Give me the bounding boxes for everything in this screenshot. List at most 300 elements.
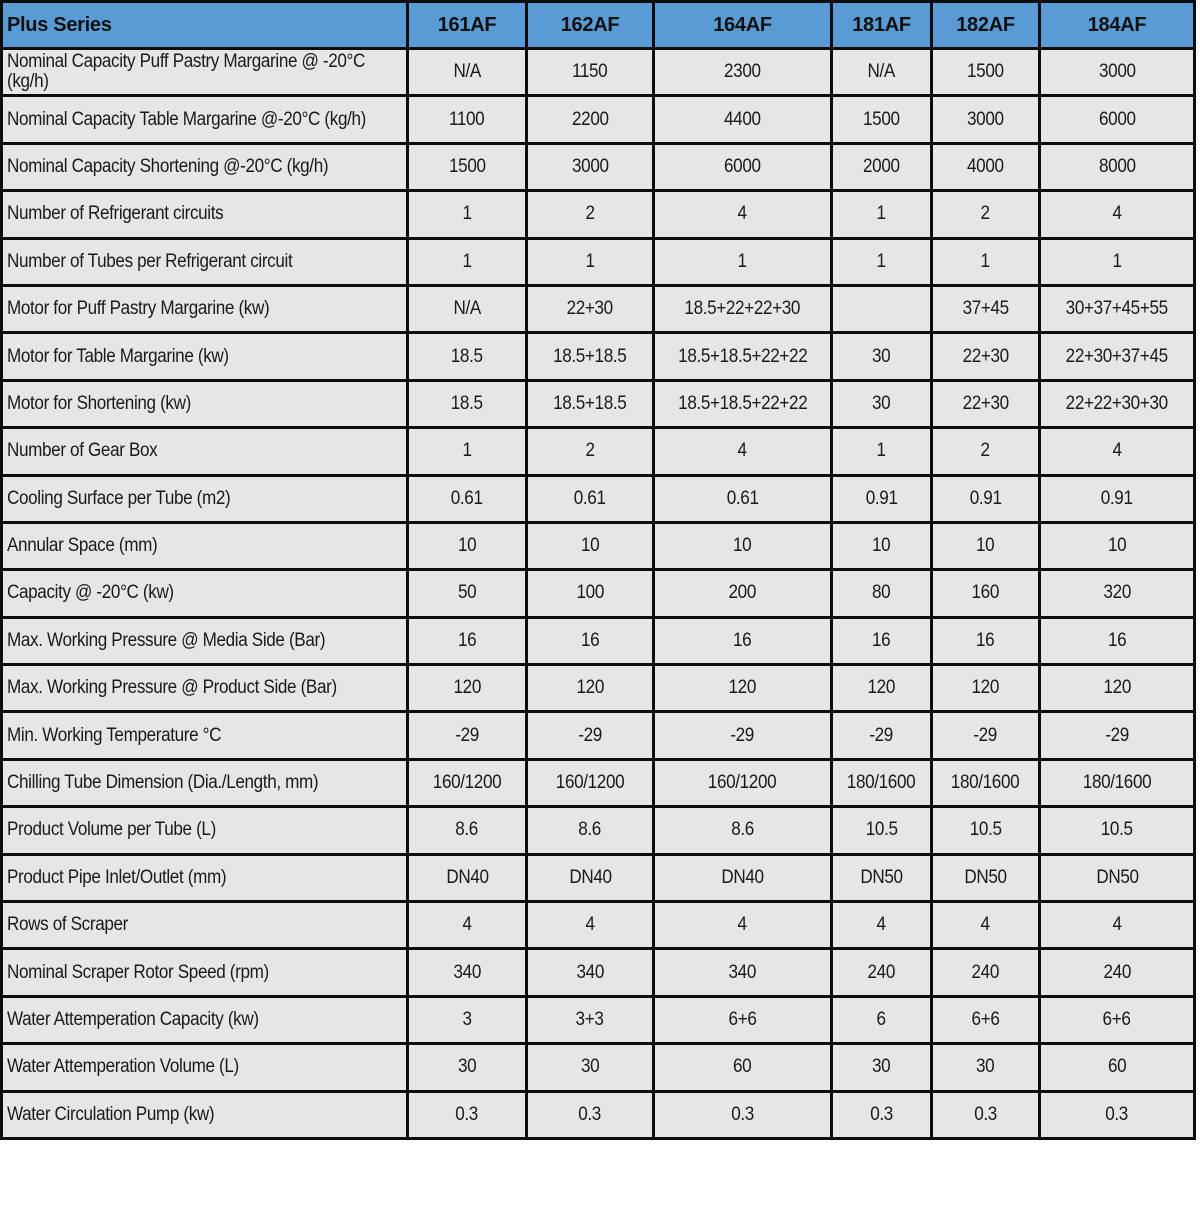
cell-value: 200 — [728, 582, 757, 604]
value-cell-162af — [527, 238, 654, 285]
value-cell-161af — [408, 759, 527, 806]
cell-value: 18.5+18.5+22+22 — [677, 345, 808, 367]
cell-value: 1 — [980, 250, 991, 272]
value-cell-184af — [1040, 333, 1195, 380]
row-label: Min. Working Temperature °C — [7, 724, 222, 746]
row-label: Motor for Shortening (kw) — [7, 392, 191, 414]
row-label: Water Circulation Pump (kw) — [7, 1103, 215, 1125]
value-cell-182af — [932, 475, 1040, 522]
cell-value: 10 — [457, 535, 477, 557]
cell-value: 16 — [872, 629, 891, 651]
cell-value: 1 — [462, 250, 472, 272]
value-cell-181af — [832, 238, 932, 285]
table-row — [2, 807, 1195, 854]
cell-value: 340 — [576, 961, 604, 983]
cell-value: 1 — [1112, 250, 1122, 272]
value-cell-164af — [654, 712, 832, 759]
cell-value: 120 — [576, 677, 604, 699]
value-cell-182af — [932, 759, 1040, 806]
cell-value: 22+30+37+45 — [1065, 345, 1169, 367]
cell-value: 1 — [876, 440, 887, 462]
row-label: Annular Space (mm) — [7, 535, 158, 557]
cell-value: 37+45 — [962, 298, 1009, 320]
value-cell-184af — [1040, 1044, 1195, 1091]
value-cell-184af — [1040, 428, 1195, 475]
value-cell-181af — [832, 143, 932, 190]
value-cell-162af — [527, 285, 654, 332]
value-cell-181af — [832, 665, 932, 712]
value-cell-184af — [1040, 191, 1195, 238]
cell-value: 6+6 — [971, 1009, 1000, 1030]
cell-value: 1 — [876, 250, 887, 272]
value-cell-162af — [527, 949, 654, 996]
cell-value: 120 — [867, 677, 896, 699]
value-cell-161af — [408, 949, 527, 996]
value-cell-184af — [1040, 996, 1195, 1043]
cell-value: 8.6 — [731, 819, 754, 841]
value-cell-161af — [408, 475, 527, 522]
row-label: Max. Working Pressure @ Product Side (Bar) — [7, 677, 337, 699]
row-label: Cooling Surface per Tube (m2) — [7, 487, 231, 509]
value-cell-164af — [654, 759, 832, 806]
table-row — [2, 380, 1195, 427]
cell-value: 0.91 — [1101, 487, 1133, 509]
cell-value: 4 — [585, 914, 595, 936]
value-cell-184af — [1040, 380, 1195, 427]
row-label-cell — [2, 759, 408, 806]
value-cell-161af — [408, 996, 527, 1043]
row-label: Product Volume per Tube (L) — [7, 819, 216, 841]
value-cell-182af — [932, 665, 1040, 712]
value-cell-164af — [654, 522, 832, 569]
value-cell-164af — [654, 380, 832, 427]
table-header — [2, 2, 1195, 49]
cell-value: 22+30 — [962, 345, 1009, 367]
value-cell-182af — [932, 380, 1040, 427]
value-cell-161af — [408, 712, 527, 759]
cell-value: 10 — [580, 535, 600, 557]
value-cell-164af — [654, 570, 832, 617]
cell-value: 0.3 — [455, 1103, 479, 1125]
value-cell-181af — [832, 759, 932, 806]
cell-value: 120 — [971, 677, 1000, 699]
row-label-cell — [2, 143, 408, 190]
value-cell-181af — [832, 96, 932, 143]
row-label-cell — [2, 96, 408, 143]
table-row — [2, 617, 1195, 664]
table-row — [2, 96, 1195, 143]
row-label-cell — [2, 1044, 408, 1091]
value-cell-184af — [1040, 96, 1195, 143]
value-cell-162af — [527, 617, 654, 664]
cell-value: 6000 — [724, 155, 761, 177]
cell-value: 18.5+18.5+22+22 — [677, 392, 808, 414]
value-cell-184af — [1040, 902, 1195, 949]
value-cell-162af — [527, 570, 654, 617]
value-cell-164af — [654, 475, 832, 522]
cell-value: 30 — [580, 1056, 600, 1078]
cell-value: 4 — [1112, 440, 1122, 462]
value-cell-182af — [932, 712, 1040, 759]
cell-value: 2300 — [724, 61, 761, 83]
cell-value: 160 — [971, 582, 1000, 604]
cell-value: DN40 — [721, 866, 764, 888]
cell-value: N/A — [453, 298, 481, 320]
cell-value: 30 — [872, 1056, 891, 1078]
cell-value: -29 — [1105, 724, 1129, 746]
value-cell-181af — [832, 854, 932, 901]
cell-value: 6+6 — [1103, 1009, 1131, 1030]
header-model-181af: 181AF — [832, 2, 932, 49]
table-row — [2, 996, 1195, 1043]
value-cell-164af — [654, 902, 832, 949]
cell-value: 160/1200 — [432, 772, 502, 794]
value-cell-184af — [1040, 285, 1195, 332]
row-label: Motor for Puff Pastry Margarine (kw) — [7, 298, 270, 320]
cell-value: 80 — [872, 582, 891, 604]
value-cell-161af — [408, 49, 527, 96]
value-cell-164af — [654, 191, 832, 238]
value-cell-161af — [408, 428, 527, 475]
value-cell-181af — [832, 333, 932, 380]
table-row — [2, 1091, 1195, 1138]
value-cell-161af — [408, 1044, 527, 1091]
cell-value: 30 — [872, 392, 891, 414]
value-cell-182af — [932, 854, 1040, 901]
cell-value: -29 — [578, 724, 602, 746]
row-label-cell — [2, 902, 408, 949]
table-row — [2, 1044, 1195, 1091]
cell-value: 10 — [1107, 535, 1127, 557]
cell-value: 18.5 — [451, 392, 483, 414]
cell-value: 60 — [733, 1056, 752, 1078]
row-label: Nominal Capacity Puff Pastry Margarine @ -20°C (kg/h) — [7, 51, 366, 93]
cell-value: 4 — [737, 440, 748, 462]
cell-value: 1500 — [967, 61, 1004, 83]
value-cell-182af — [932, 949, 1040, 996]
cell-value: 0.3 — [1105, 1103, 1129, 1125]
cell-value: 30 — [457, 1056, 477, 1078]
value-cell-162af — [527, 996, 654, 1043]
value-cell-164af — [654, 854, 832, 901]
row-label: Rows of Scraper — [7, 914, 129, 936]
value-cell-181af — [832, 475, 932, 522]
cell-value: 240 — [1103, 961, 1131, 983]
cell-value: DN40 — [568, 866, 612, 888]
value-cell-184af — [1040, 143, 1195, 190]
cell-value: 120 — [728, 677, 757, 699]
value-cell-181af — [832, 996, 932, 1043]
cell-value: 2 — [585, 203, 595, 225]
cell-value: 18.5+22+22+30 — [684, 298, 801, 320]
value-cell-164af — [654, 617, 832, 664]
table-row — [2, 191, 1195, 238]
value-cell-164af — [654, 949, 832, 996]
row-label-cell — [2, 665, 408, 712]
value-cell-184af — [1040, 807, 1195, 854]
cell-value: 3000 — [1098, 61, 1136, 83]
value-cell-184af — [1040, 570, 1195, 617]
cell-value: 16 — [1107, 629, 1127, 651]
value-cell-184af — [1040, 475, 1195, 522]
value-cell-164af — [654, 807, 832, 854]
value-cell-162af — [527, 665, 654, 712]
row-label-cell — [2, 333, 408, 380]
cell-value: 60 — [1107, 1056, 1127, 1078]
cell-value: 8.6 — [578, 819, 602, 841]
row-label: Product Pipe Inlet/Outlet (mm) — [7, 866, 227, 888]
cell-value: 4 — [980, 914, 991, 936]
row-label-cell — [2, 570, 408, 617]
value-cell-161af — [408, 854, 527, 901]
value-cell-162af — [527, 380, 654, 427]
table-row — [2, 902, 1195, 949]
value-cell-182af — [932, 49, 1040, 96]
cell-value: 180/1600 — [1082, 772, 1152, 794]
value-cell-182af — [932, 285, 1040, 332]
value-cell-164af — [654, 428, 832, 475]
cell-value: 1500 — [448, 155, 486, 177]
value-cell-162af — [527, 143, 654, 190]
value-cell-181af — [832, 617, 932, 664]
value-cell-162af — [527, 1044, 654, 1091]
value-cell-162af — [527, 522, 654, 569]
cell-value: 3000 — [967, 108, 1004, 130]
value-cell-182af — [932, 191, 1040, 238]
header-model-164af: 164AF — [654, 2, 832, 49]
cell-value: 10.5 — [865, 819, 898, 841]
cell-value: 1 — [585, 250, 595, 272]
value-cell-161af — [408, 807, 527, 854]
cell-value: 6 — [876, 1009, 887, 1030]
table-row — [2, 428, 1195, 475]
value-cell-184af — [1040, 522, 1195, 569]
cell-value: 30 — [872, 345, 891, 367]
value-cell-184af — [1040, 49, 1195, 96]
cell-value: 2 — [980, 203, 991, 225]
value-cell-161af — [408, 285, 527, 332]
value-cell-182af — [932, 96, 1040, 143]
cell-value: 10.5 — [1101, 819, 1133, 841]
cell-value: 320 — [1103, 582, 1131, 604]
cell-value: 1150 — [572, 61, 608, 83]
cell-value: 16 — [457, 629, 477, 651]
cell-value: 4 — [462, 914, 472, 936]
row-label-cell — [2, 807, 408, 854]
row-label-cell — [2, 522, 408, 569]
cell-value: 10.5 — [969, 819, 1002, 841]
value-cell-184af — [1040, 854, 1195, 901]
cell-value: 0.3 — [731, 1103, 754, 1125]
cell-value: N/A — [867, 61, 896, 83]
table-row — [2, 570, 1195, 617]
value-cell-181af — [832, 1044, 932, 1091]
value-cell-182af — [932, 1044, 1040, 1091]
value-cell-182af — [932, 333, 1040, 380]
row-label: Nominal Scraper Rotor Speed (rpm) — [7, 961, 269, 983]
value-cell-161af — [408, 333, 527, 380]
value-cell-184af — [1040, 665, 1195, 712]
value-cell-162af — [527, 712, 654, 759]
row-label-cell — [2, 428, 408, 475]
value-cell-164af — [654, 96, 832, 143]
row-label: Nominal Capacity Table Margarine @-20°C (kg/h) — [7, 108, 366, 130]
value-cell-184af — [1040, 949, 1195, 996]
value-cell-182af — [932, 1091, 1040, 1138]
table-row — [2, 712, 1195, 759]
value-cell-161af — [408, 143, 527, 190]
row-label: Motor for Table Margarine (kw) — [7, 345, 229, 367]
value-cell-162af — [527, 807, 654, 854]
cell-value: 0.3 — [974, 1103, 997, 1125]
value-cell-164af — [654, 1091, 832, 1138]
cell-value: 22+22+30+30 — [1065, 392, 1169, 414]
value-cell-181af — [832, 949, 932, 996]
value-cell-164af — [654, 996, 832, 1043]
value-cell-164af — [654, 143, 832, 190]
cell-value: 4 — [737, 203, 748, 225]
value-cell-181af — [832, 428, 932, 475]
table-row — [2, 238, 1195, 285]
value-cell-162af — [527, 1091, 654, 1138]
value-cell-164af — [654, 238, 832, 285]
cell-value: 0.61 — [726, 487, 759, 509]
cell-value: -29 — [455, 724, 479, 746]
cell-value: DN50 — [860, 866, 903, 888]
row-label-cell — [2, 712, 408, 759]
cell-value: 120 — [453, 677, 481, 699]
cell-value: -29 — [869, 724, 894, 746]
value-cell-162af — [527, 759, 654, 806]
value-cell-161af — [408, 380, 527, 427]
cell-value: 10 — [976, 535, 995, 557]
value-cell-182af — [932, 238, 1040, 285]
value-cell-164af — [654, 333, 832, 380]
cell-value: -29 — [730, 724, 755, 746]
cell-value: 4 — [737, 914, 748, 936]
table-body — [2, 49, 1195, 1139]
value-cell-161af — [408, 1091, 527, 1138]
value-cell-181af — [832, 712, 932, 759]
cell-value: 4 — [876, 914, 887, 936]
cell-value: 180/1600 — [951, 772, 1020, 794]
table-row — [2, 475, 1195, 522]
value-cell-182af — [932, 902, 1040, 949]
cell-value: 0.3 — [870, 1103, 893, 1125]
cell-value: 1100 — [449, 108, 485, 130]
cell-value: 30+37+45+55 — [1065, 298, 1169, 320]
cell-value: 0.3 — [578, 1103, 602, 1125]
row-label-cell — [2, 191, 408, 238]
cell-value: 2200 — [571, 108, 609, 130]
value-cell-182af — [932, 617, 1040, 664]
cell-value: 4 — [1112, 914, 1122, 936]
cell-value: 100 — [576, 582, 604, 604]
value-cell-161af — [408, 191, 527, 238]
cell-value: 1500 — [863, 108, 900, 130]
value-cell-181af — [832, 191, 932, 238]
cell-value: 340 — [453, 961, 481, 983]
value-cell-164af — [654, 1044, 832, 1091]
cell-value: 340 — [728, 961, 757, 983]
cell-value: 3 — [462, 1009, 472, 1030]
header-model-162af: 162AF — [527, 2, 654, 49]
header-model-184af: 184AF — [1040, 2, 1195, 49]
row-label-cell — [2, 949, 408, 996]
value-cell-184af — [1040, 617, 1195, 664]
value-cell-162af — [527, 49, 654, 96]
value-cell-162af — [527, 902, 654, 949]
cell-value: 16 — [580, 629, 600, 651]
value-cell-161af — [408, 522, 527, 569]
value-cell-182af — [932, 570, 1040, 617]
cell-value: 0.91 — [969, 487, 1002, 509]
value-cell-161af — [408, 570, 527, 617]
value-cell-161af — [408, 902, 527, 949]
row-label: Number of Refrigerant circuits — [7, 203, 224, 225]
row-label-cell — [2, 380, 408, 427]
cell-value: 16 — [976, 629, 995, 651]
cell-value: 10 — [872, 535, 891, 557]
cell-value: 1 — [462, 440, 472, 462]
row-label-cell — [2, 854, 408, 901]
cell-value: 120 — [1103, 677, 1131, 699]
value-cell-184af — [1040, 759, 1195, 806]
cell-value: 160/1200 — [555, 772, 625, 794]
value-cell-161af — [408, 665, 527, 712]
cell-value: 160/1200 — [708, 772, 777, 794]
cell-value: 22+30 — [962, 392, 1009, 414]
value-cell-184af — [1040, 238, 1195, 285]
row-label: Number of Tubes per Refrigerant circuit — [7, 250, 293, 272]
table-row — [2, 333, 1195, 380]
cell-value: DN50 — [964, 866, 1007, 888]
value-cell-182af — [932, 428, 1040, 475]
cell-value: DN50 — [1095, 866, 1139, 888]
cell-value: 1 — [876, 203, 887, 225]
cell-value: 30 — [976, 1056, 995, 1078]
table-row — [2, 285, 1195, 332]
value-cell-181af — [832, 380, 932, 427]
row-label-cell — [2, 1091, 408, 1138]
cell-value: 4 — [1112, 203, 1122, 225]
value-cell-162af — [527, 191, 654, 238]
cell-value: 3000 — [571, 155, 609, 177]
value-cell-161af — [408, 617, 527, 664]
value-cell-181af — [832, 570, 932, 617]
value-cell-181af — [832, 1091, 932, 1138]
cell-value: 4400 — [724, 108, 761, 130]
row-label: Water Attemperation Volume (L) — [7, 1056, 239, 1078]
table-row — [2, 143, 1195, 190]
value-cell-181af — [832, 902, 932, 949]
cell-value: 10 — [733, 535, 752, 557]
value-cell-162af — [527, 854, 654, 901]
value-cell-182af — [932, 143, 1040, 190]
cell-value: 8000 — [1098, 155, 1136, 177]
header-series-label: Plus Series — [2, 2, 408, 49]
cell-value: 180/1600 — [847, 772, 916, 794]
cell-value: 0.61 — [451, 487, 483, 509]
cell-value: 8.6 — [455, 819, 479, 841]
cell-value: 2 — [585, 440, 595, 462]
value-cell-164af — [654, 49, 832, 96]
value-cell-164af — [654, 285, 832, 332]
row-label-cell — [2, 49, 408, 96]
value-cell-182af — [932, 807, 1040, 854]
table-row — [2, 665, 1195, 712]
header-model-182af: 182AF — [932, 2, 1040, 49]
